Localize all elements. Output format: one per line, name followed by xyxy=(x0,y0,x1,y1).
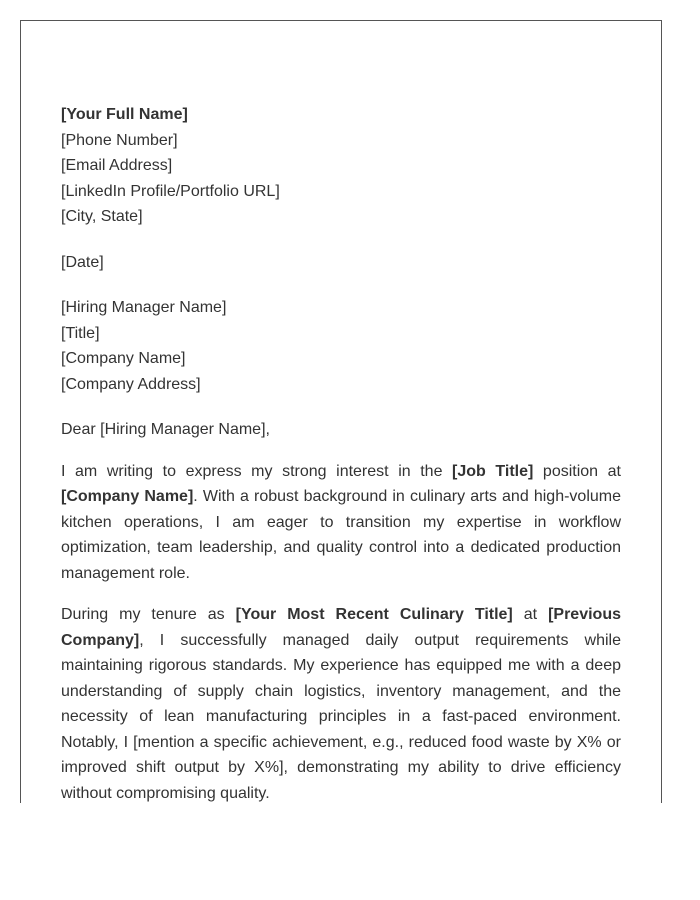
p1-text-1: I am writing to express my strong interest in the xyxy=(61,462,453,480)
recipient-block xyxy=(61,295,621,397)
recipient-address: [Company Address] xyxy=(61,375,201,393)
date-block xyxy=(61,250,621,276)
recipient-title: [Title] xyxy=(61,324,100,342)
p1-company-name: [Company Name] xyxy=(61,488,194,505)
sender-full-name: [Your Full Name] xyxy=(61,106,188,123)
sender-linkedin: [LinkedIn Profile/Portfolio URL] xyxy=(61,182,280,200)
sender-block xyxy=(61,102,621,230)
p1-text-3: . With a robust background in culinary arts and high-volume kitchen operations, I am eager to transition my expertise in workflow optimization, team leadership, and quality control into a dedicated production management role. xyxy=(61,488,621,582)
recipient-company: [Company Name] xyxy=(61,350,186,367)
body-paragraph-1 xyxy=(61,459,621,587)
salutation-block xyxy=(61,417,621,443)
sender-phone: [Phone Number] xyxy=(61,131,178,149)
body-paragraph-2 xyxy=(61,602,621,803)
sender-location: [City, State] xyxy=(61,208,143,225)
p1-text-2: position at xyxy=(533,462,621,480)
p2-recent-title: [Your Most Recent Culinary Title] xyxy=(235,606,513,623)
salutation: Dear [Hiring Manager Name], xyxy=(61,421,270,438)
letter-content xyxy=(61,102,621,803)
recipient-name: [Hiring Manager Name] xyxy=(61,299,227,316)
sender-email: [Email Address] xyxy=(61,157,173,174)
letter-page xyxy=(20,20,662,803)
p2-text-2: at xyxy=(512,606,549,623)
p1-job-title: [Job Title] xyxy=(452,462,534,480)
letter-date: [Date] xyxy=(61,253,104,271)
p2-previous-company: [Previous Company] xyxy=(61,606,621,649)
p2-text-3: , I successfully managed daily output requirements while maintaining rigorous standards. My experience has equipped me with a deep understanding of supply chain logistics, inventory management, and the necessity of lean manufacturing principles in a fast-paced environment. Notably, I [mention a specific achievement, e.g., reduced food waste by X% or improved shift output by X%], demonstrating my ability to drive efficiency without compromising quality. xyxy=(61,631,621,802)
p2-text-1: During my tenure as xyxy=(61,606,236,623)
